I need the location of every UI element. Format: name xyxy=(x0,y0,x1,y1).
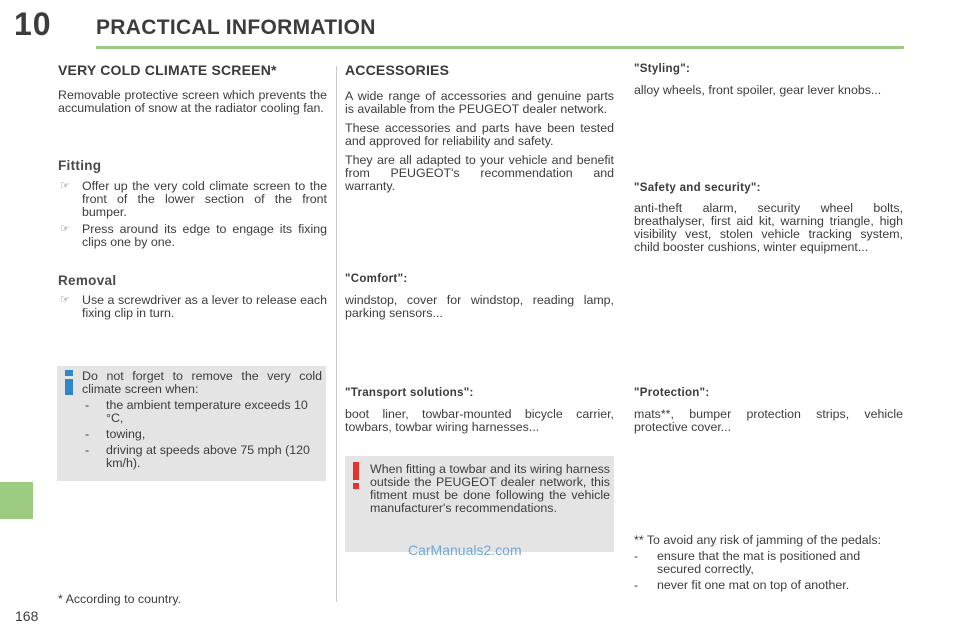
fitting-heading: Fitting xyxy=(58,158,102,173)
section-title-cold-screen: VERY COLD CLIMATE SCREEN* xyxy=(58,62,277,78)
pointing-hand-icon: ☞ xyxy=(60,294,70,306)
watermark: CarManuals2.com xyxy=(408,542,522,558)
warning-box-text: When fitting a towbar and its wiring harness outside the PEUGEOT dealer network, this fitment must be done following the vehicle manufacturer's recommendations. xyxy=(370,462,610,515)
safety-text: anti-theft alarm, security wheel bolts, breathalyser, first aid kit, warning triangle, high visibility vest, stolen vehicle tracking system, child booster cushions, winter equipment... xyxy=(634,201,903,254)
transport-heading: "Transport solutions": xyxy=(345,387,474,399)
removal-heading: Removal xyxy=(58,273,117,288)
comfort-heading: "Comfort": xyxy=(345,273,408,285)
removal-list xyxy=(58,294,327,324)
list-item: - the ambient temperature exceeds 10 °C, xyxy=(85,398,308,425)
accessories-paragraph: A wide range of accessories and genuine parts is available from the PEUGEOT dealer network. xyxy=(345,89,614,116)
comfort-text: windstop, cover for windstop, reading lamp, parking sensors... xyxy=(345,293,614,320)
safety-heading: "Safety and security": xyxy=(634,182,761,194)
mats-footnote xyxy=(634,534,903,592)
list-item: ☞ Use a screwdriver as a lever to release each fixing clip in turn. xyxy=(60,293,327,320)
section-title-accessories: ACCESSORIES xyxy=(345,62,450,78)
accessories-paragraph: They are all adapted to your vehicle and benefit from PEUGEOT's recommendation and warranty. xyxy=(345,153,614,193)
info-icon xyxy=(62,366,76,396)
accessories-paragraphs xyxy=(345,90,614,193)
styling-heading: "Styling": xyxy=(634,63,691,75)
mats-footnote-text: ** To avoid any risk of jamming of the pedals: xyxy=(634,533,882,547)
column-divider xyxy=(336,66,337,602)
pointing-hand-icon: ☞ xyxy=(60,223,70,235)
warning-icon xyxy=(350,460,362,490)
list-item: ☞ Offer up the very cold climate screen to the front of the lower section of the front bumper. xyxy=(60,179,327,219)
page-number: 168 xyxy=(15,608,39,624)
list-item: - ensure that the mat is positioned and secured correctly, xyxy=(634,549,861,576)
info-box-content xyxy=(82,370,322,470)
fitting-list xyxy=(58,180,327,253)
list-item: ☞ Press around its edge to engage its fixing clips one by one. xyxy=(60,222,327,249)
list-item: - towing, xyxy=(85,427,146,441)
transport-text: boot liner, towbar-mounted bicycle carrier, towbars, towbar wiring harnesses... xyxy=(345,407,614,434)
header-rule xyxy=(96,46,904,49)
pointing-hand-icon: ☞ xyxy=(60,180,70,192)
accessories-paragraph: These accessories and parts have been tested and approved for reliability and safety. xyxy=(345,121,614,148)
footnote-country: * According to country. xyxy=(58,592,182,606)
chapter-side-tab xyxy=(0,482,33,519)
info-box-text: Do not forget to remove the very cold climate screen when: xyxy=(82,369,322,396)
list-item: - never fit one mat on top of another. xyxy=(634,578,850,592)
styling-text: alloy wheels, front spoiler, gear lever knobs... xyxy=(634,83,882,97)
chapter-title: PRACTICAL INFORMATION xyxy=(96,16,376,39)
cold-screen-intro: Removable protective screen which prevents the accumulation of snow at the radiator cooling fan. xyxy=(58,88,327,115)
list-item: - driving at speeds above 75 mph (120 km/h). xyxy=(85,443,310,470)
protection-heading: "Protection": xyxy=(634,387,710,399)
protection-text: mats**, bumper protection strips, vehicle protective cover... xyxy=(634,407,903,434)
chapter-number: 10 xyxy=(14,6,52,42)
